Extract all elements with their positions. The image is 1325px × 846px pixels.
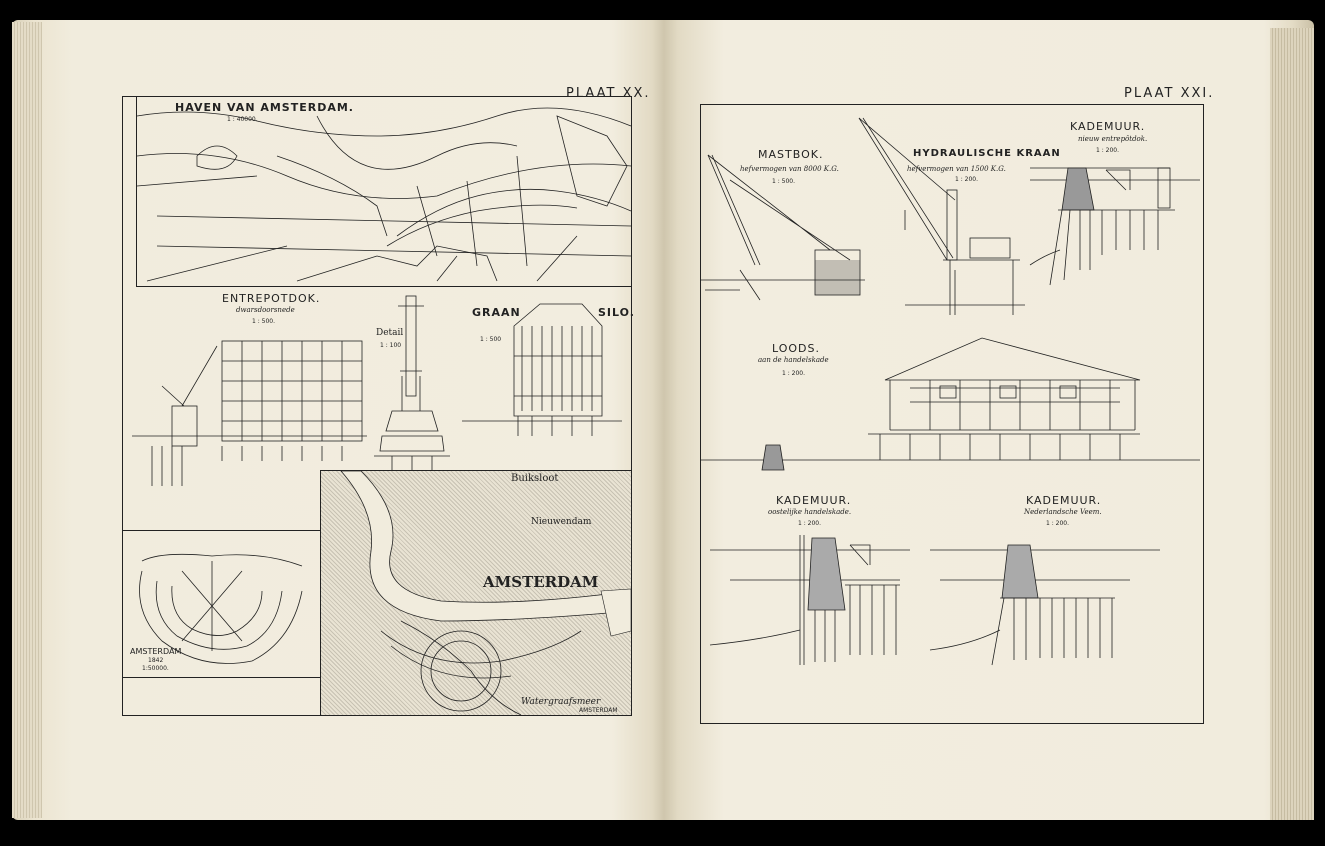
mastbok-scale: 1 : 500. [772,178,796,185]
map-label-nieuwendam: Nieuwendam [531,517,592,527]
mastbok-subtitle: hefvermogen van 8000 K.G. [740,165,839,173]
kraan-lines [855,110,1025,320]
mastbok-lines [700,110,865,310]
map-label-amsterdam: AMSTERDAM [483,573,599,591]
plate-title-right: PLAAT XXI. [1124,86,1215,101]
graan-silo-drawing [452,286,635,470]
right-page-edges [1270,28,1314,820]
detail-scale: 1 : 100 [380,342,402,349]
kademuur-top-title: KADEMUUR. [1070,120,1146,133]
kademuur-veem-title: KADEMUUR. [1026,494,1102,507]
kademuur-veem-subtitle: Nederlandsche Veem. [1024,508,1102,516]
graan-title-left: GRAAN [472,306,521,319]
kraan-subtitle: hefvermogen van 1500 K.G. [907,165,1006,173]
entrepotdok-subtitle: dwarsdoorsnede [236,306,295,314]
entrepotdok-title: ENTREPOTDOK. [222,292,321,305]
kademuur-veem-lines [930,490,1202,670]
haven-map-lines [137,96,631,286]
amsterdam-1842-year: 1842 [148,657,164,664]
kraan-title: HYDRAULISCHE KRAAN [913,148,1061,159]
haven-title: HAVEN VAN AMSTERDAM. [175,101,354,114]
kademuur-top-subtitle: nieuw entrepôtdok. [1078,135,1148,143]
amsterdam-1842-scale: 1:50000. [142,665,169,672]
mastbok-title: MASTBOK. [758,148,824,161]
map-corner-title: AMSTERDAM [579,707,618,714]
kademuur-oost-subtitle: oostelijke handelskade. [768,508,852,516]
entrepotdok-scale: 1 : 500. [252,318,276,325]
kademuur-veem-drawing [930,490,1202,670]
loods-scale: 1 : 200. [782,370,806,377]
entrepotdok-section-lines [122,286,372,470]
haven-scale: 1 : 40000. [227,116,258,123]
kademuur-top-lines [1030,110,1202,290]
graan-title-right: SILO. [598,306,635,319]
entrepotdok-drawing [122,286,372,470]
amsterdam-1842-title: AMSTERDAM [130,647,182,656]
map-label-watergraafsmeer: Watergraafsmeer [521,697,601,707]
loods-title: LOODS. [772,342,821,355]
left-page-edges [12,22,42,818]
graan-silo-lines [452,286,630,470]
hydraulische-kraan-drawing [855,110,1061,320]
kademuur-top-scale: 1 : 200. [1096,147,1120,154]
map-label-buiksloot: Buiksloot [511,473,559,484]
kademuur-oost-lines [700,490,930,670]
plate-title-left: PLAAT XX. [566,86,651,101]
loods-lines [700,330,1202,480]
loods-subtitle: aan de handelskade [758,356,829,364]
kademuur-veem-scale: 1 : 200. [1046,520,1070,527]
kademuur-oost-scale: 1 : 200. [798,520,822,527]
amsterdam-topo-map [320,470,631,715]
kademuur-oost-title: KADEMUUR. [776,494,852,507]
kademuur-top-drawing [1030,110,1202,290]
loods-drawing [700,330,1202,480]
kademuur-oost-drawing [700,490,930,670]
haven-map [136,96,631,287]
mastbok-drawing [700,110,865,310]
detail-title: Detail [376,328,404,338]
amsterdam-1842-map [122,530,320,678]
amsterdam-topo-lines [321,471,631,715]
graan-scale: 1 : 500 [480,336,502,343]
detail-column-lines [372,286,452,470]
kraan-scale: 1 : 200. [955,176,979,183]
detail-drawing [372,286,452,470]
